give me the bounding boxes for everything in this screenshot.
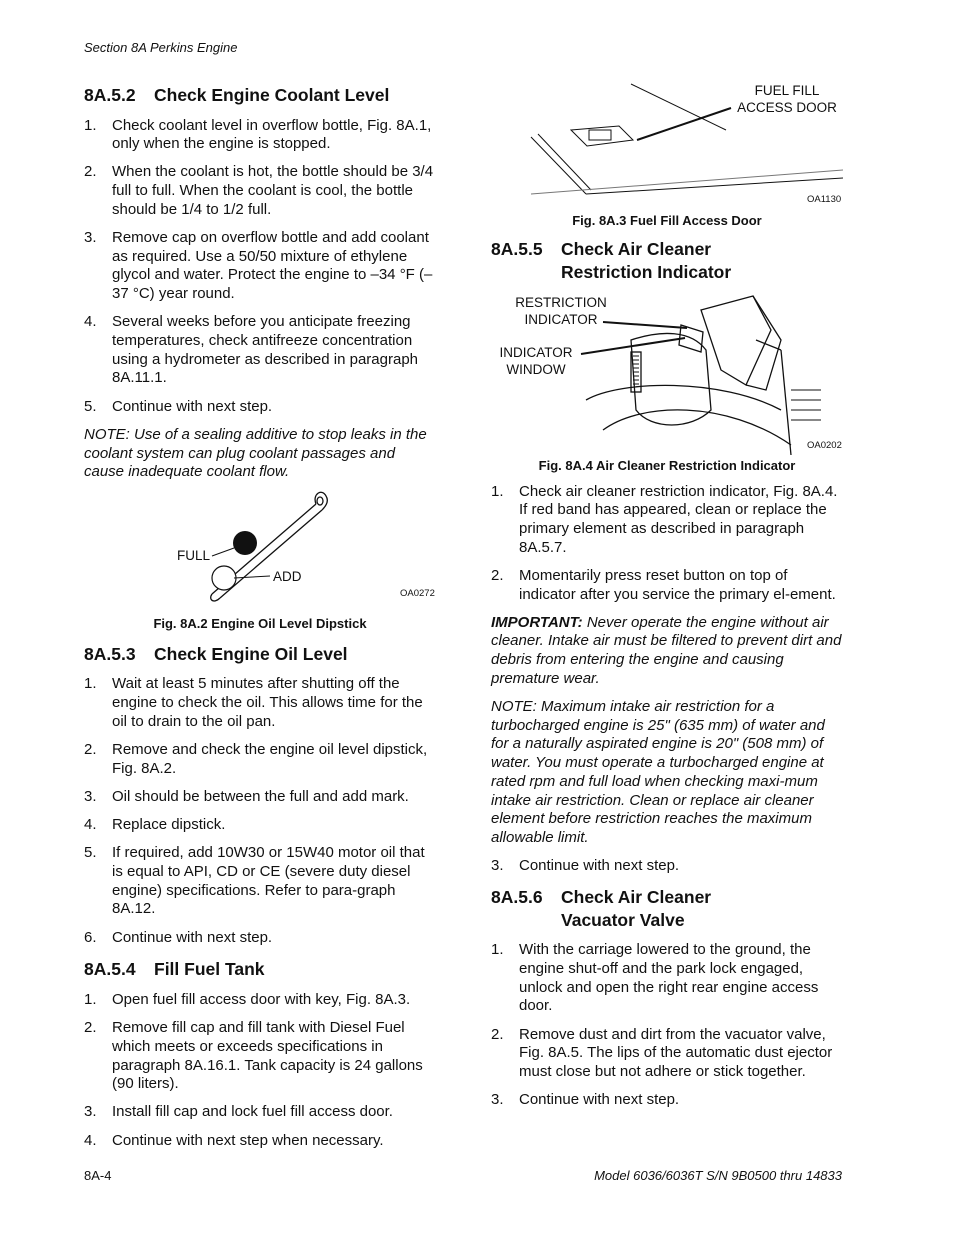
list-item: 3. Continue with next step. bbox=[491, 857, 680, 875]
list-item: 3. Continue with next step. bbox=[491, 1091, 680, 1109]
dipstick-illustration bbox=[84, 490, 436, 608]
air-cleaner-step-3 bbox=[491, 857, 843, 876]
important-note: IMPORTANT: Never operate the engine without air cleaner. Intake air must be filtered to prevent dirt and debris from entering the engine and causing premature wear. bbox=[491, 613, 842, 687]
fuel-steps bbox=[84, 991, 436, 1150]
list-item: 3. Remove cap on overflow bottle and add coolant as required. Use a 50/50 mixture of ethylene glycol and water. Protect the engine to –34 °F (–37 °C) year round. bbox=[84, 229, 433, 303]
oil-steps bbox=[84, 675, 436, 947]
figure-code: OA1130 bbox=[807, 194, 842, 205]
section-8a56-heading: 8A.5.6 Check Air Cleaner Vacuator Valve bbox=[491, 886, 712, 930]
list-item: 6. Continue with next step. bbox=[84, 928, 273, 946]
coolant-steps bbox=[84, 117, 436, 417]
figure-fuel-door bbox=[491, 82, 843, 207]
list-item: 2. Remove and check the engine oil level dipstick, Fig. 8A.2. bbox=[84, 741, 428, 777]
add-label: ADD bbox=[273, 568, 302, 584]
figure-caption: Fig. 8A.3 Fuel Fill Access Door bbox=[572, 213, 762, 228]
list-item: 2. When the coolant is hot, the bottle should be 3/4 full to full. When the coolant is cool, the bottle should be 1/4 to 1/2 full. bbox=[84, 163, 434, 218]
air-cleaner-steps bbox=[491, 483, 843, 605]
figure-caption: Fig. 8A.4 Air Cleaner Restriction Indicator bbox=[538, 458, 796, 473]
list-item: 1. Open fuel fill access door with key, Fig. 8A.3. bbox=[84, 990, 411, 1008]
list-item: 1. Wait at least 5 minutes after shutting off the engine to check the oil. This allows time for the oil to drain to the oil pan. bbox=[84, 675, 423, 730]
list-item: 4. Continue with next step when necessary. bbox=[84, 1131, 384, 1149]
indicator-window-label: INDICATOR WINDOW bbox=[499, 345, 573, 377]
restriction-note: NOTE: Maximum intake air restriction for a turbocharged engine is 25" (635 mm) of water and for a naturally aspirated engine is 20" (508 mm) of water. You must operate a turbocharged engine at rated rpm and full load when checking maxi-mum intake air restriction. Clean or replace air cleaner element before restriction reaches the maximum allowable limit. bbox=[491, 698, 825, 846]
coolant-note: NOTE: Use of a sealing additive to stop leaks in the coolant system can plug coolant passages and cause inadequate coolant flow. bbox=[84, 425, 427, 481]
list-item: 3. Install fill cap and lock fuel fill access door. bbox=[84, 1103, 393, 1121]
list-item: 2. Remove dust and dirt from the vacuator valve, Fig. 8A.5. The lips of the automatic dust ejector must close but not adhere or stick together. bbox=[491, 1025, 833, 1081]
figure-restriction-indicator bbox=[491, 290, 843, 455]
list-item: 1. With the carriage lowered to the ground, the engine shut-off and the park lock engaged, unlock and open the right rear engine access door. bbox=[491, 941, 819, 1015]
list-item: 2. Momentarily press reset button on top of indicator after you service the primary el-ement. bbox=[491, 566, 836, 603]
figure-code: OA0272 bbox=[400, 587, 435, 599]
left-column bbox=[84, 84, 436, 1150]
figure-dipstick bbox=[84, 490, 436, 608]
section-8a52-heading: 8A.5.2 Check Engine Coolant Level bbox=[84, 85, 390, 105]
full-label: FULL bbox=[177, 547, 211, 563]
list-item: 4. Several weeks before you anticipate freezing temperatures, check antifreeze concentration using a hydrometer as described in paragraph 8A.11.1. bbox=[84, 313, 419, 387]
restriction-indicator-label: RESTRICTION INDICATOR bbox=[515, 295, 607, 327]
section-8a54-heading: 8A.5.4 Fill Fuel Tank bbox=[84, 959, 265, 980]
list-item: 5. Continue with next step. bbox=[84, 397, 273, 415]
list-item: 2. Remove fill cap and fill tank with Diesel Fuel which meets or exceeds specifications in paragraph 8A.16.1. Tank capacity is 24 gallons (90 liters). bbox=[84, 1019, 423, 1093]
vacuator-steps bbox=[491, 941, 843, 1110]
page-number: 8A-4 bbox=[84, 1168, 112, 1183]
list-item: 1. Check coolant level in overflow bottle, Fig. 8A.1, only when the engine is stopped. bbox=[84, 116, 432, 153]
page-header: Section 8A Perkins Engine bbox=[84, 40, 238, 55]
list-item: 4. Replace dipstick. bbox=[84, 816, 226, 834]
list-item: 1. Check air cleaner restriction indicator, Fig. 8A.4. If red band has appeared, clean or replace the primary element as described in paragraph 8A.5.7. bbox=[491, 482, 838, 556]
list-item: 5. If required, add 10W30 or 15W40 motor oil that is equal to API, CD or CE (severe duty diesel engine) specifications. Refer to para-graph 8A.12. bbox=[84, 844, 425, 918]
fuel-door-label: FUEL FILL ACCESS DOOR bbox=[737, 83, 837, 115]
right-column bbox=[491, 82, 843, 1110]
figure-code: OA0202 bbox=[807, 440, 842, 451]
list-item: 3. Oil should be between the full and add mark. bbox=[84, 787, 409, 805]
figure-caption: Fig. 8A.2 Engine Oil Level Dipstick bbox=[153, 615, 367, 631]
model-footer: Model 6036/6036T S/N 9B0500 thru 14833 bbox=[594, 1168, 842, 1183]
section-8a53-heading: 8A.5.3 Check Engine Oil Level bbox=[84, 643, 348, 664]
section-8a55-heading: 8A.5.5 Check Air Cleaner Restriction Indicator bbox=[491, 239, 732, 282]
